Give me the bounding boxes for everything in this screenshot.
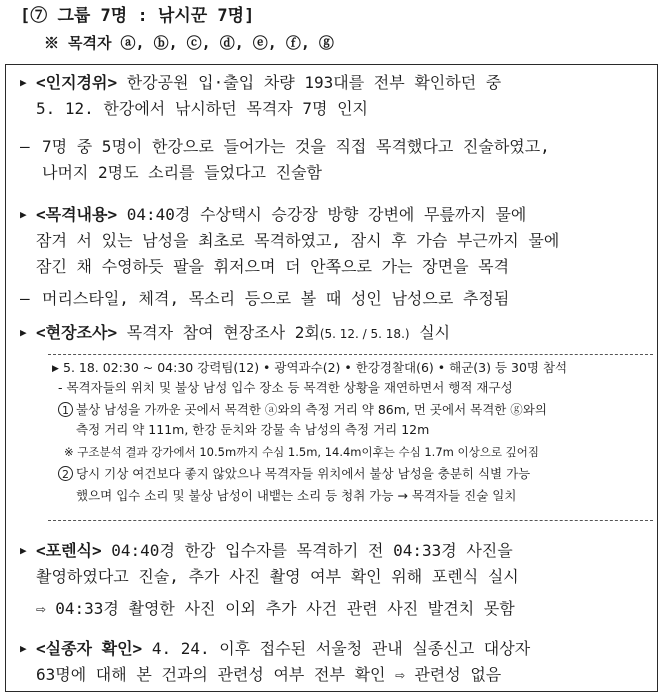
triangle-right-icon: ▶ [20,326,27,339]
circled-number-2: 2 [58,466,73,481]
witness-line-1: ▶ <목격내용> 04:40경 수상택시 승강장 방향 강변에 무릎까지 물에 [20,203,526,227]
detail-line-1: ▶ 5. 18. 02:30 ~ 04:30 강력팀(12) • 광역과수(2) • 한강경찰대(6) • 해군(3) 등 30명 참석 [52,359,567,378]
detail-line-7: 했으며 입수 소리 및 불상 남성이 내뱉는 소리 등 청취 가능 → 목격자들 진술 일치 [76,488,517,503]
triangle-right-icon: ▶ [20,76,27,89]
circled-number-1: 1 [58,402,73,417]
detail-line-3: 1 불상 남성을 가까운 곳에서 목격한 ⓐ와의 측정 거리 약 86m, 먼 곳에서 목격한 ⓖ와의 [58,401,547,419]
witness-line-2: 잠겨 서 있는 남성을 최초로 목격하였고, 잠시 후 가슴 부근까지 물에 [36,231,560,250]
missing-tag: <실종자 확인> [36,639,143,658]
triangle-right-icon: ▶ [20,642,27,655]
missing-line-1: ▶ <실종자 확인> 4. 24. 이후 접수된 서울청 관내 실종신고 대상자 [20,637,530,661]
forensic-tag: <포렌식> [36,541,102,560]
recognition-tag: <인지경위> [36,73,118,92]
triangle-right-icon: ▶ [20,208,27,221]
scene-detail-box [48,354,653,521]
dash-icon: – [20,289,30,308]
recognition-line-2: 5. 12. 한강에서 낚시하던 목격자 7명 인지 [36,99,368,118]
triangle-right-icon: ▶ [20,544,27,557]
triangle-right-icon: ▶ [52,364,59,374]
forensic-line-2: 촬영하였다고 진술, 추가 사진 촬영 여부 확인 위해 포렌식 실시 [36,567,519,586]
witness-dash-1: – 머리스타일, 체격, 목소리 등으로 볼 때 성인 남성으로 추정됨 [20,287,509,311]
recognition-dash-2: 나머지 2명도 소리를 들었다고 진술함 [42,163,323,182]
recognition-dash-1: – 7명 중 5명이 한강으로 들어가는 것을 직접 목격했다고 진술하였고, [20,135,550,159]
content-box [5,64,658,692]
witness-tag: <목격내용> [36,205,118,224]
detail-line-6: 2 당시 기상 여건보다 좋지 않았으나 목격자들 위치에서 불상 남성을 충분히 식별 가능 [58,465,530,483]
dash-icon: – [20,137,30,156]
group-header [20,5,660,53]
forensic-line-3: ⇨ 04:33경 촬영한 사진 이외 추가 사건 관련 사진 발견치 못함 [36,599,515,618]
scene-tag: <현장조사> [36,323,118,342]
scene-dates: (5. 12. / 5. 18.) [319,327,410,341]
missing-line-2: 63명에 대해 본 건과의 관련성 여부 전부 확인 ⇨ 관련성 없음 [36,665,502,684]
detail-line-5: ※ 구조분석 결과 강가에서 10.5m까지 수심 1.5m, 14.4m이후는 수심 1.7m 이상으로 깊어짐 [64,445,539,459]
recognition-line-1: ▶ <인지경위> 한강공원 입·출입 차량 193대를 전부 확인하던 중 [20,71,501,95]
detail-line-4: 측정 거리 약 111m, 한강 둔치와 강물 속 남성의 측정 거리 12m [76,422,430,437]
group-title: [⑦ 그룹 7명 : 낚시꾼 7명] [20,6,255,26]
detail-line-2: - 목격자들의 위치 및 불상 남성 입수 장소 등 목격한 상황을 재연하면서 행적 재구성 [58,380,513,395]
forensic-line-1: ▶ <포렌식> 04:40경 한강 입수자를 목격하기 전 04:33경 사진을 [20,539,513,563]
witness-list: ※ 목격자 ⓐ, ⓑ, ⓒ, ⓓ, ⓔ, ⓕ, ⓖ [44,34,334,52]
scene-line-1: ▶ <현장조사> 목격자 참여 현장조사 2회(5. 12. / 5. 18.) 실시 [20,321,450,346]
witness-line-3: 잠긴 채 수영하듯 팔을 휘저으며 더 안쪽으로 가는 장면을 목격 [36,257,510,276]
